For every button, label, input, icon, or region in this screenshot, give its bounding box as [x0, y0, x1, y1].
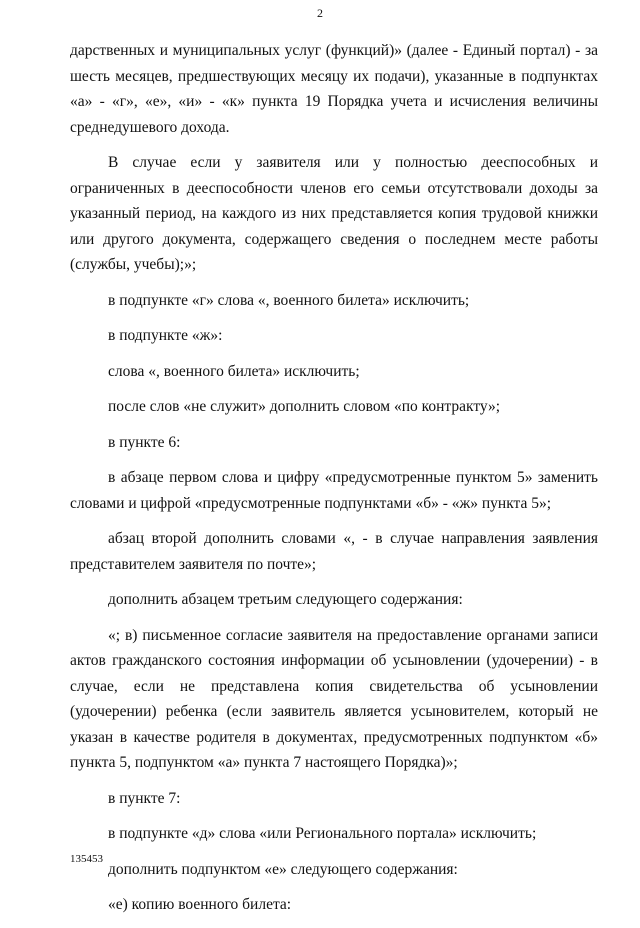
paragraph-item-7: в пункте 7:: [108, 789, 181, 807]
paragraph-first-abzac: в абзаце первом слова и цифру «предусмотренные пунктом 5» заменить словами и цифрой «предусмотренные подпунктами «б» - «ж» пункта 5»;: [70, 469, 598, 512]
paragraph-subitem-zh: в подпункте «ж»:: [108, 327, 223, 344]
page-number: 2: [317, 6, 323, 20]
paragraph-second-abzac: абзац второй дополнить словами «, - в случае направления заявления представителем заявителя по почте»;: [70, 530, 598, 573]
paragraph-military-id-copy: «е) копию военного билета:: [108, 896, 292, 913]
paragraph-item-6: в пункте 6:: [108, 433, 181, 451]
paragraph-add-subitem-e: дополнить подпунктом «е» следующего содержания:: [108, 860, 458, 878]
paragraph-after-words: после слов «не служит» дополнить словом «по контракту»;: [108, 398, 501, 415]
footer-code: 135453: [70, 853, 103, 865]
paragraph-words-military-id: слова «, военного билета» исключить;: [108, 362, 360, 380]
paragraph-subitem-d: в подпункте «д» слова «или Регионального портала» исключить;: [108, 825, 537, 842]
paragraph-no-income: В случае если у заявителя или у полностью дееспособных и ограниченных в дееспособности членов его семьи отсутствовали доходы за указанный период, на каждого из них представляется копия трудовой книжки или другого документа, содержащего сведения о последнем месте работы (службы, учебы);»;: [70, 154, 598, 273]
paragraph-subitem-g: в подпункте «г» слова «, военного билета» исключить;: [108, 291, 470, 309]
paragraph-continuation: дарственных и муниципальных услуг (функций)» (далее - Единый портал) - за шесть месяцев, предшествующих месяцу их подачи), указанные в подпунктах «а» - «г», «е», «и» - «к» пункта 19 Порядка учета и исчисления величины среднедушевого дохода.: [70, 42, 598, 136]
paragraph-add-third-abzac: дополнить абзацем третьим следующего содержания:: [108, 591, 463, 608]
document-body: [70, 38, 598, 928]
paragraph-consent: «; в) письменное согласие заявителя на предоставление органами записи актов гражданского состояния информации об усыновлении (удочерении) - в случае, если не представлена копия свидетельства об усыновлении (удочерении) ребенка (если заявитель является усыновителем, который не указан в качестве родителя в документах, предусмотренных подпунктом «б» пункта 5, подпунктом «а» пункта 7 настоящего Порядка)»;: [70, 626, 598, 771]
